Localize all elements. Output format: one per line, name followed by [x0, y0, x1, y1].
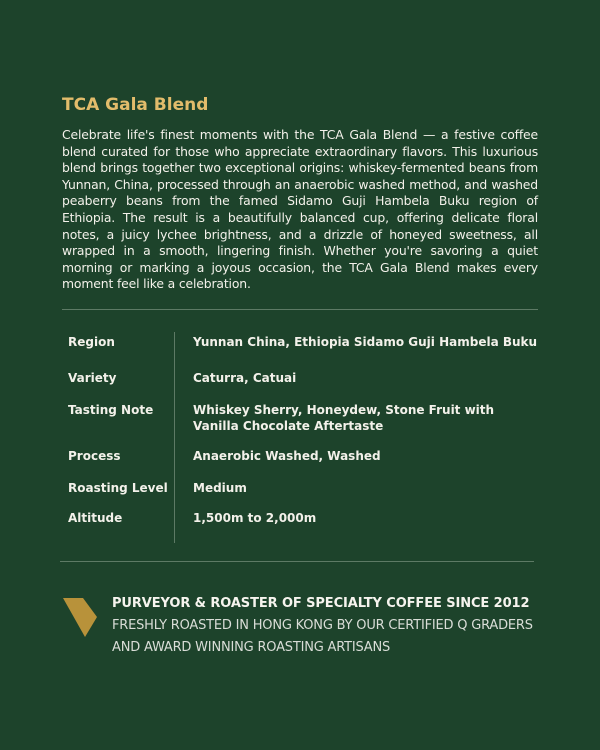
footer-subline-1: FRESHLY ROASTED IN HONG KONG BY OUR CERTIFIED Q GRADERS: [112, 618, 533, 633]
spec-value-line: 1,500m to 2,000m: [193, 511, 317, 525]
spec-value: [193, 334, 538, 350]
spec-label: Tasting Note: [68, 403, 154, 417]
spec-value: [193, 448, 533, 464]
spec-label: Variety: [68, 371, 117, 385]
spec-label: Roasting Level: [68, 481, 168, 495]
gold-pentagon-logo-icon: [60, 595, 100, 639]
product-description: Celebrate life's finest moments with the TCA Gala Blend — a festive coffee blend curated for those who appreciate extraordinary flavors. This luxurious blend brings together two exceptional origins: whiskey-fermented beans from Yunnan, China, processed through an anaerobic washed method, and washed peaberry beans from the famed Sidamo Guji Hambela Buku region of Ethiopia. The result is a beautifully balanced cup, offering delicate floral notes, a juicy lychee brightness, and a drizzle of honeyed sweetness, all wrapped in a smooth, lingering finish. Whether you're savoring a quiet morning or marking a joyous occasion, the TCA Gala Blend makes every moment feel like a celebration.: [62, 127, 538, 292]
bottom-divider: [60, 561, 534, 562]
spec-column-divider: [174, 332, 175, 543]
spec-value-line: Anaerobic Washed, Washed: [193, 449, 381, 463]
spec-value-line: Whiskey Sherry, Honeydew, Stone Fruit with: [193, 403, 495, 417]
spec-label: Altitude: [68, 511, 123, 525]
spec-value: [193, 370, 533, 386]
footer-tagline: [112, 593, 552, 659]
spec-value-line: Vanilla Chocolate Aftertaste: [193, 419, 384, 433]
spec-value-line: Yunnan China, Ethiopia Sidamo Guji Hambela Buku: [193, 335, 538, 349]
spec-value: [193, 402, 533, 434]
product-title: TCA Gala Blend: [62, 95, 209, 115]
spec-label: Process: [68, 449, 121, 463]
spec-value: [193, 480, 533, 496]
spec-label: Region: [68, 335, 115, 349]
spec-value-line: Caturra, Catuai: [193, 371, 297, 385]
spec-value-line: Medium: [193, 481, 247, 495]
top-divider: [62, 309, 538, 310]
footer-headline: PURVEYOR & ROASTER OF SPECIALTY COFFEE SINCE 2012: [112, 596, 530, 611]
spec-value: [193, 510, 533, 526]
footer-subline-2: AND AWARD WINNING ROASTING ARTISANS: [112, 640, 391, 655]
